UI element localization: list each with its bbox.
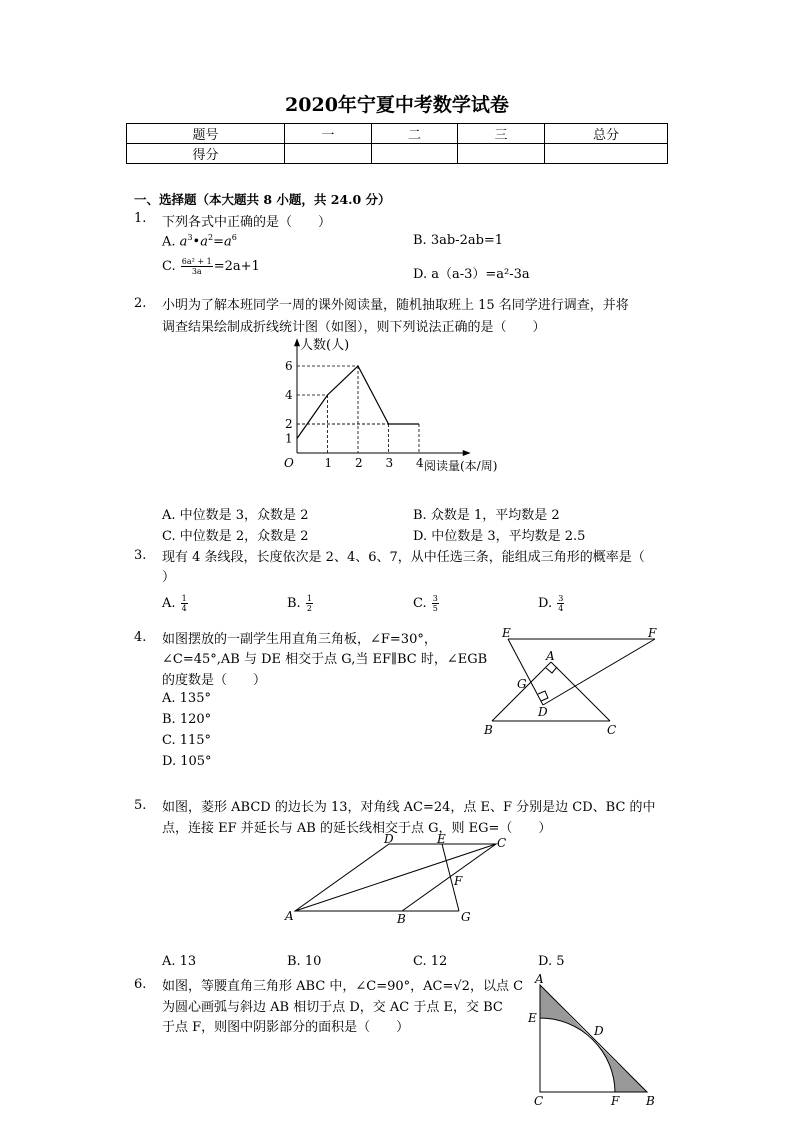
q1-option-a: A. $a^3•a^2=a^6$ (162, 233, 237, 250)
option-text: a（a-3）=a²-3a (431, 267, 530, 282)
option-label: B. (413, 233, 427, 248)
segment-df (543, 639, 655, 705)
question-number: 5. (134, 798, 147, 813)
x-axis-arrow (463, 450, 471, 456)
question-stem: 小明为了解本班同学一周的课外阅读量，随机抽取班上 15 名同学进行调查，并将 (162, 298, 629, 313)
question-stem: ） (162, 570, 176, 585)
q2-option-d: D. 中位数是 3，平均数是 2.5 (413, 529, 586, 544)
q1-option-b (413, 233, 503, 248)
section-heading: 一、选择题（本大题共 8 小题，共 24.0 分） (134, 192, 391, 207)
q5-option-c: C. 12 (413, 954, 448, 969)
point-label: C (497, 836, 507, 850)
question-stem: 如图，菱形 ABCD 的边长为 13，对角线 AC=24，点 E、F 分别是边 CD、BC 的中 (162, 800, 656, 815)
y-tick-label: 6 (285, 359, 293, 373)
score-header: 总分 (545, 124, 668, 144)
option-label: C. (162, 259, 176, 274)
point-label: A (285, 909, 294, 923)
point-label: A (546, 649, 555, 663)
point-label: F (648, 626, 657, 640)
question-stem: 如图摆放的一副学生用直角三角板，∠F=30°， (162, 632, 437, 647)
x-axis-label: 阅读量(本/周) (424, 459, 498, 473)
score-cell (372, 144, 458, 164)
q4-option-c: C. 115° (162, 733, 212, 748)
question-number: 2. (134, 296, 147, 311)
question-stem: 于点 F，则图中阴影部分的面积是（ ） (162, 1020, 410, 1035)
line-chart (280, 335, 498, 480)
y-tick-label: 2 (285, 417, 293, 431)
point-label: E (528, 1011, 537, 1025)
score-table (126, 123, 668, 164)
score-cell (458, 144, 545, 164)
triangle-rulers-diagram (480, 622, 670, 742)
point-label: C (534, 1094, 544, 1108)
option-label: A. (162, 234, 176, 250)
question-stem: 下列各式中正确的是（ ） (162, 215, 332, 230)
q4-option-a: A. 135° (162, 691, 211, 706)
point-label: D (384, 832, 394, 846)
point-label: G (461, 910, 471, 924)
q2-option-b: B. 众数是 1，平均数是 2 (413, 508, 560, 523)
question-stem: 现有 4 条线段，长度依次是 2、4、6、7，从中任选三条，能组成三角形的概率是（ (162, 550, 645, 565)
y-tick-label: 4 (285, 388, 293, 402)
x-tick-label: 4 (416, 456, 424, 470)
score-cell (545, 144, 668, 164)
x-tick-label: 3 (385, 456, 394, 470)
question-stem: 如图，等腰直角三角形 ABC 中，∠C=90°，AC=√2，以点 C (162, 979, 524, 994)
option-text: 3ab-2ab=1 (430, 233, 504, 248)
q4-option-d: D. 105° (162, 754, 212, 769)
rhombus-diagram (283, 833, 513, 928)
origin-label: O (284, 456, 294, 470)
q1-option-d (413, 263, 530, 282)
q1-option-c: C. $\frac{\text{6a² + 1}}{3a}$ =2a+1 (162, 257, 260, 276)
score-row-label: 得分 (127, 144, 285, 164)
q3-option-a: A. $\frac{1}{4}$ (162, 594, 187, 613)
point-label: B (646, 1094, 655, 1108)
isosceles-right-triangle-diagram (525, 972, 665, 1112)
question-number: 1. (134, 211, 147, 226)
option-label: D. (413, 267, 428, 282)
point-label: E (437, 832, 446, 846)
y-tick-label: 1 (285, 431, 293, 446)
arc-ef (540, 1018, 615, 1092)
question-stem: 为圆心画弧与斜边 AB 相切于点 D，交 AC 于点 E，交 BC (162, 1000, 503, 1015)
point-label: F (454, 874, 463, 888)
y-axis-label: 人数(人) (300, 338, 350, 353)
point-label: B (397, 912, 406, 926)
question-number: 4. (134, 630, 147, 645)
score-header: 题号 (127, 124, 285, 144)
segment-ed (508, 639, 543, 705)
score-header: 三 (458, 124, 545, 144)
q2-option-a: A. 中位数是 3，众数是 2 (162, 508, 309, 523)
x-tick-label: 2 (355, 456, 363, 470)
point-label: D (594, 1024, 604, 1038)
question-stem: 调查结果绘制成折线统计图（如图），则下列说法正确的是（ ） (162, 320, 546, 335)
question-stem: 的度数是（ ） (162, 673, 267, 688)
fraction: $\frac{\text{6a² + 1}}{3a}$ (181, 257, 212, 276)
q5-option-d: D. 5 (538, 954, 565, 969)
right-angle-mark (546, 667, 557, 673)
x-tick-label: 1 (324, 456, 333, 470)
point-label: G (517, 677, 527, 691)
point-label: D (538, 705, 548, 719)
q3-option-d: D. $\frac{3}{4}$ (538, 594, 564, 613)
point-label: A (535, 972, 544, 986)
point-label: F (611, 1094, 620, 1108)
right-angle-mark (538, 691, 548, 701)
question-stem: ∠C=45°,AB 与 DE 相交于点 G,当 EF∥BC 时，∠EGB (162, 652, 488, 667)
question-number: 3. (134, 548, 147, 563)
q4-option-b: B. 120° (162, 712, 212, 727)
score-header: 一 (285, 124, 372, 144)
question-number: 6. (134, 977, 147, 992)
point-label: B (484, 723, 493, 737)
diagonal-ac (295, 844, 496, 911)
q3-option-c: C. $\frac{3}{5}$ (413, 594, 438, 613)
q2-option-c: C. 中位数是 2，众数是 2 (162, 529, 309, 544)
score-cell (285, 144, 372, 164)
q5-option-a: A. 13 (162, 954, 197, 969)
score-header: 二 (372, 124, 458, 144)
page-title: 2020年宁夏中考数学试卷 (285, 94, 509, 116)
question-stem: 点，连接 EF 并延长与 AB 的延长线相交于点 G，则 EG=（ ） (162, 821, 552, 836)
q3-option-b: B. $\frac{1}{2}$ (287, 594, 312, 613)
point-label: E (502, 626, 511, 640)
q5-option-b: B. 10 (287, 954, 322, 969)
point-label: C (607, 723, 617, 737)
triangle-abc (540, 985, 647, 1092)
